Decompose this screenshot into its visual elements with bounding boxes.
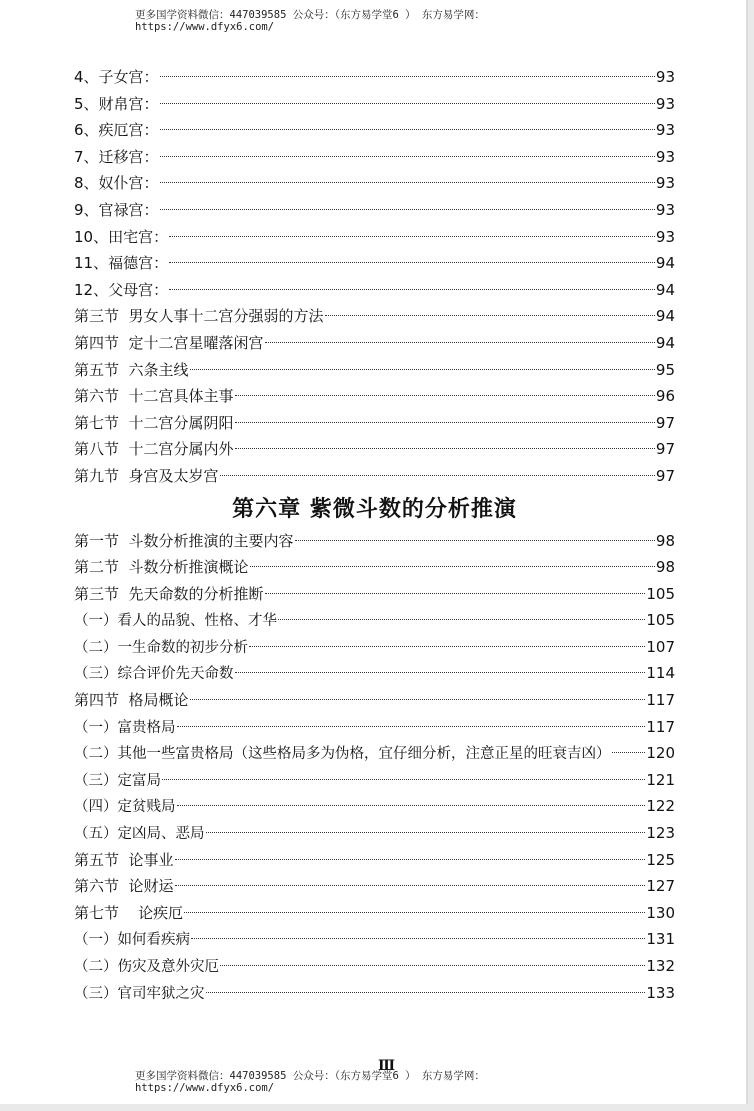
toc-entry-page: 93 [655, 121, 675, 140]
toc-entry [74, 224, 675, 251]
toc-entry [74, 793, 675, 820]
toc-entry [74, 847, 675, 874]
toc-entry-title: （四）定贫贱局 [74, 799, 176, 816]
dot-leader [190, 369, 655, 370]
toc-entry-page: 130 [646, 903, 675, 922]
toc-entry-page: 105 [646, 611, 675, 630]
toc-entry-title: 第五节 六条主线 [74, 360, 189, 379]
toc-entry [74, 436, 675, 463]
toc-entry-title: （二）伤灾及意外灾厄 [74, 959, 219, 975]
dot-leader [235, 395, 655, 396]
dot-leader [612, 752, 646, 753]
toc-entry-page: 93 [655, 68, 675, 86]
toc-entry [74, 581, 675, 608]
toc-entry-page: 105 [646, 584, 675, 603]
toc-entry [74, 926, 675, 953]
toc-entry-title: 第七节 论疾厄 [74, 903, 184, 922]
dot-leader [177, 805, 646, 806]
dot-leader [190, 699, 646, 700]
dot-leader [177, 726, 646, 727]
toc-entry-title: 第三节 男女人事十二宫分强弱的方法 [74, 307, 324, 326]
toc-entry [74, 714, 675, 741]
toc-entry [74, 740, 675, 767]
dot-leader [184, 912, 645, 913]
toc-entry-page: 93 [655, 227, 675, 246]
toc-entry [74, 410, 675, 437]
watermark-header: 更多国学资料微信：447039585 公众号：（东方易学堂6 ） 东方易学网： https://www.dfyx6.com/ [135, 9, 485, 33]
toc-entry-title: 6、疾厄宫： [74, 121, 159, 140]
toc-entry-page: 95 [655, 360, 675, 379]
toc-entry-title: 第七节 十二宫分属阴阳 [74, 413, 234, 432]
toc-entry [74, 383, 675, 410]
toc-entry [74, 554, 675, 581]
dot-leader [278, 619, 645, 620]
toc-entry-title: 8、奴仆宫： [74, 174, 159, 193]
page-number: Ⅲ [378, 1058, 396, 1074]
toc-entry [74, 250, 675, 277]
dot-leader [206, 832, 646, 833]
toc-entry-page: 131 [646, 930, 675, 949]
dot-leader [249, 646, 645, 647]
toc-entry [74, 463, 675, 490]
dot-leader [265, 593, 646, 594]
toc-entry-page: 133 [646, 983, 675, 1002]
toc-entry-title: 12、父母宫： [74, 280, 169, 299]
toc-entry-page: 122 [646, 797, 675, 816]
toc-entry-title: 第六节 论财运 [74, 877, 174, 896]
dot-leader [325, 315, 655, 316]
toc-entry-title: 第五节 论事业 [74, 850, 174, 869]
toc-entry [74, 91, 675, 118]
toc-entry [74, 820, 675, 847]
toc-entry-page: 94 [655, 333, 675, 352]
toc-entry [74, 357, 675, 384]
toc-entry [74, 900, 675, 927]
toc-entry [74, 953, 675, 980]
toc-entry-title: 5、财帛宫： [74, 94, 159, 113]
toc-entry [74, 144, 675, 171]
toc-entry-title: 第六节 十二宫具体主事 [74, 387, 234, 406]
toc-entry-page: 120 [646, 744, 675, 763]
toc-entry [74, 117, 675, 144]
toc-entry-page: 93 [655, 147, 675, 166]
toc-entry-title: 第九节 身宫及太岁宫 [74, 466, 219, 485]
toc-entry-page: 93 [655, 200, 675, 219]
toc-section-1 [74, 64, 675, 490]
dot-leader [169, 262, 655, 263]
dot-leader [160, 76, 655, 77]
toc-entry-page: 94 [655, 307, 675, 326]
toc-entry-page: 107 [646, 637, 675, 656]
toc-entry-title: 第三节 先天命数的分析推断 [74, 584, 264, 603]
toc-entry-title: （一）看人的品貌、性格、才华 [74, 613, 277, 630]
dot-leader [250, 566, 655, 567]
toc-entry-title: 7、迁移宫： [74, 147, 159, 166]
toc-entry [74, 528, 675, 555]
toc-entry-title: （二）其他一些富贵格局（这些格局多为伪格，宜仔细分析，注意正星的旺衰吉凶） [74, 746, 611, 763]
toc-entry-page: 97 [655, 466, 675, 485]
toc-entry-page: 114 [646, 664, 675, 683]
toc-entry-title: （五）定凶局、恶局 [74, 826, 205, 843]
dot-leader [162, 779, 645, 780]
dot-leader [160, 156, 655, 157]
toc-entry-page: 93 [655, 94, 675, 113]
toc-entry-title: 第八节 十二宫分属内外 [74, 440, 234, 459]
dot-leader [160, 182, 655, 183]
toc-entry-page: 96 [655, 387, 675, 406]
toc-entry-page: 98 [655, 531, 675, 550]
dot-leader [235, 422, 655, 423]
dot-leader [175, 859, 646, 860]
toc-entry [74, 303, 675, 330]
dot-leader [175, 885, 646, 886]
toc-entry-title: 第一节 斗数分析推演的主要内容 [74, 531, 294, 550]
toc-entry [74, 873, 675, 900]
toc-entry-page: 93 [655, 174, 675, 193]
toc-entry [74, 767, 675, 794]
toc-entry [74, 197, 675, 224]
toc-entry-page: 117 [646, 717, 675, 736]
dot-leader [235, 672, 646, 673]
toc-entry-title: 第二节 斗数分析推演概论 [74, 558, 249, 577]
toc-entry-page: 117 [646, 691, 675, 710]
toc-entry-title: （三）定富局 [74, 772, 161, 789]
toc-entry-title: （三）官司牢狱之灾 [74, 985, 205, 1002]
dot-leader [169, 236, 655, 237]
toc-entry-title: （一）如何看疾病 [74, 932, 190, 949]
toc-entry-page: 123 [646, 824, 675, 843]
toc-entry-title: （二）一生命数的初步分析 [74, 639, 248, 656]
toc-entry-title: 11、福德宫： [74, 254, 169, 273]
toc-entry [74, 607, 675, 634]
toc-entry-page: 98 [655, 558, 675, 577]
toc-entry-title: （一）富贵格局 [74, 719, 176, 736]
chapter-title: 第六章 紫微斗数的分析推演 [232, 496, 517, 522]
toc-entry-page: 94 [655, 254, 675, 273]
toc-entry-title: （三）综合评价先天命数 [74, 666, 234, 683]
toc-entry-page: 94 [655, 280, 675, 299]
dot-leader [206, 992, 646, 993]
toc-entry-page: 121 [646, 770, 675, 789]
toc-section-2 [74, 528, 675, 1007]
dot-leader [160, 209, 655, 210]
toc-entry [74, 980, 675, 1007]
toc-entry-title: 9、官禄宫： [74, 200, 159, 219]
table-of-contents [74, 64, 675, 1006]
dot-leader [169, 289, 655, 290]
toc-entry [74, 330, 675, 357]
toc-entry [74, 687, 675, 714]
dot-leader [235, 448, 655, 449]
toc-entry-title: 第四节 格局概论 [74, 691, 189, 710]
dot-leader [295, 540, 655, 541]
toc-entry-title: 4、子女宫： [74, 68, 159, 86]
toc-entry [74, 634, 675, 661]
toc-entry-page: 97 [655, 413, 675, 432]
toc-entry-page: 125 [646, 850, 675, 869]
dot-leader [265, 342, 655, 343]
dot-leader [160, 129, 655, 130]
toc-entry-title: 10、田宅宫： [74, 227, 169, 246]
dot-leader [160, 103, 655, 104]
dot-leader [220, 475, 655, 476]
toc-entry [74, 277, 675, 304]
toc-entry-page: 132 [646, 957, 675, 975]
toc-entry [74, 170, 675, 197]
toc-entry-page: 97 [655, 440, 675, 459]
toc-entry-page: 127 [646, 877, 675, 896]
toc-entry [74, 660, 675, 687]
dot-leader [191, 938, 645, 939]
dot-leader [220, 965, 645, 966]
watermark-footer: 更多国学资料微信：447039585 公众号：（东方易学堂6 ） 东方易学网： https://www.dfyx6.com/ [135, 1070, 485, 1094]
toc-entry-title: 第四节 定十二宫星曜落闲宫 [74, 333, 264, 352]
toc-entry [74, 64, 675, 91]
